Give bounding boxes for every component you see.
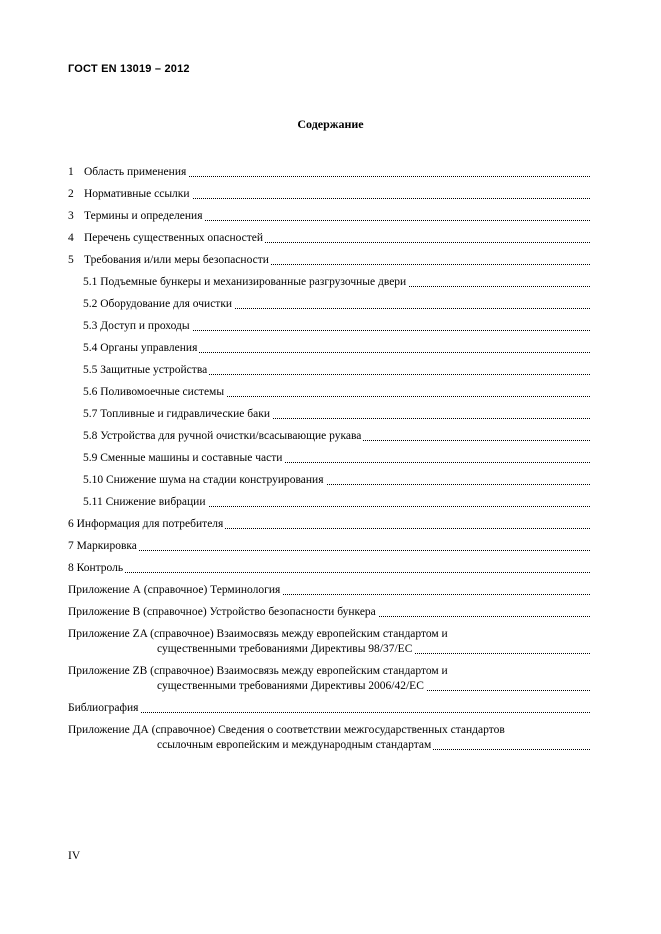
- toc-entry-label: Термины и определения: [84, 210, 203, 222]
- toc-entry-label: 5.5 Защитные устройства: [83, 364, 208, 376]
- toc-entry-8[interactable]: [68, 561, 590, 583]
- toc-entry-5-8[interactable]: [68, 429, 590, 451]
- toc-entry-5-6[interactable]: [68, 385, 590, 407]
- toc-entry-1[interactable]: [68, 165, 590, 187]
- toc-entry-number: 3: [68, 210, 74, 222]
- toc-entry-label: Приложение ZB (справочное) Взаимосвязь между европейским стандартом и: [68, 665, 448, 677]
- toc-entry-number: 4: [68, 232, 74, 244]
- toc-entry-label: Перечень существенных опасностей: [84, 232, 264, 244]
- toc-entry-5-4[interactable]: [68, 341, 590, 363]
- toc-entry-5-7[interactable]: [68, 407, 590, 429]
- toc-entry-label: 7 Маркировка: [68, 540, 137, 552]
- toc-entry-label: 5.10 Снижение шума на стадии конструирования: [83, 474, 324, 486]
- toc-entry-label: 5.2 Оборудование для очистки: [83, 298, 233, 310]
- toc-entry-6[interactable]: [68, 517, 590, 539]
- toc-entry-5-9[interactable]: [68, 451, 590, 473]
- toc-entry-label: Нормативные ссылки: [84, 188, 190, 200]
- toc-entry-label-continued: существенными требованиями Директивы 2006/42/ЕС: [157, 680, 424, 692]
- page-number: IV: [68, 850, 81, 862]
- table-of-contents: [68, 165, 590, 760]
- toc-entry-number: 1: [68, 166, 74, 178]
- toc-entry-5-10[interactable]: [68, 473, 590, 495]
- toc-entry-number: 2: [68, 188, 74, 200]
- toc-entry-label: 5.6 Поливомоечные системы: [83, 386, 225, 398]
- toc-entry-5-1[interactable]: [68, 275, 590, 297]
- toc-entry-number: 5: [68, 254, 74, 266]
- toc-entry-4[interactable]: [68, 231, 590, 253]
- toc-entry-2[interactable]: [68, 187, 590, 209]
- document-code: ГОСТ EN 13019 – 2012: [68, 63, 190, 75]
- toc-entry-label: Приложение А (справочное) Терминология: [68, 584, 281, 596]
- toc-entry-label: Библиография: [68, 702, 139, 714]
- toc-entry-annex-a[interactable]: [68, 583, 590, 605]
- toc-entry-label: 5.4 Органы управления: [83, 342, 198, 354]
- toc-entry-3[interactable]: [68, 209, 590, 231]
- toc-entry-annex-za[interactable]: [68, 627, 590, 664]
- toc-entry-label: Приложение В (справочное) Устройство безопасности бункера: [68, 606, 376, 618]
- toc-entry-label: 5.9 Сменные машины и составные части: [83, 452, 283, 464]
- toc-entry-5-3[interactable]: [68, 319, 590, 341]
- toc-entry-label-continued: ссылочным европейским и международным стандартам: [157, 739, 432, 751]
- page-title: Содержание: [297, 117, 364, 131]
- toc-entry-label: 5.11 Снижение вибрации: [83, 496, 206, 508]
- toc-entry-5-2[interactable]: [68, 297, 590, 319]
- toc-entry-label: 5.3 Доступ и проходы: [83, 320, 190, 332]
- toc-entry-label: Приложение ZA (справочное) Взаимосвязь между европейским стандартом и: [68, 628, 448, 640]
- toc-entry-label: Область применения: [84, 166, 187, 178]
- toc-entry-7[interactable]: [68, 539, 590, 561]
- toc-entry-5-5[interactable]: [68, 363, 590, 385]
- toc-entry-label: 5.1 Подъемные бункеры и механизированные разгрузочные двери: [83, 276, 407, 288]
- toc-entry-5[interactable]: [68, 253, 590, 275]
- toc-entry-annex-b[interactable]: [68, 605, 590, 627]
- toc-entry-label: 5.7 Топливные и гидравлические баки: [83, 408, 270, 420]
- toc-entry-label: 6 Информация для потребителя: [68, 518, 224, 530]
- toc-entry-bibliography[interactable]: [68, 701, 590, 723]
- toc-entry-label: Приложение ДА (справочное) Сведения о соответствии межгосударственных стандартов: [68, 724, 505, 736]
- toc-entry-label: Требования и/или меры безопасности: [84, 254, 269, 266]
- toc-entry-5-11[interactable]: [68, 495, 590, 517]
- toc-entry-label-continued: существенными требованиями Директивы 98/37/ЕС: [157, 643, 413, 655]
- toc-entry-annex-zb[interactable]: [68, 664, 590, 701]
- toc-entry-label: 8 Контроль: [68, 562, 124, 574]
- toc-entry-annex-da[interactable]: [68, 723, 590, 760]
- toc-entry-label: 5.8 Устройства для ручной очистки/всасывающие рукава: [83, 430, 362, 442]
